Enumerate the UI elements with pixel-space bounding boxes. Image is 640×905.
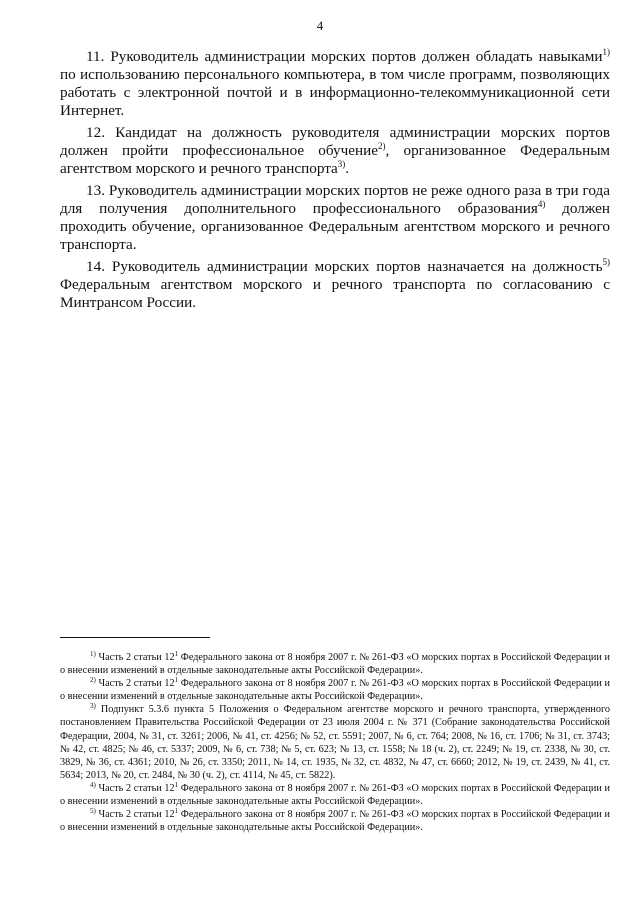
- page-number: 4: [316, 18, 324, 33]
- footnote-ref: 5): [602, 257, 610, 267]
- paragraph-13: 13. Руководитель администрации морских портов не реже одного раза в три года для получения дополнительного профессионального образования$^{4)}$ должен проходить обучение, организованное Федеральным агентством морского и речного транспорта.: [60, 182, 610, 253]
- footnotes: [60, 651, 610, 834]
- paragraph-12: 12. Кандидат на должность руководителя администрации морских портов должен пройти профессиональное обучение$^{2)}$, организованное Федеральным агентством морского и речного транспорта$^{3)}$.: [60, 124, 611, 177]
- paragraph-11: 11. Руководитель администрации морских портов должен обладать навыками$^{1)}$ по использованию персонального компьютера, в том числе программ, позволяющих работать с электронной почтой и в информационно-телекоммуникационной сети Интернет.: [60, 47, 610, 119]
- footnote-5: $^{5)}$ Часть 2 статьи $12^1$ Федерального закона от 8 ноября 2007 г. № 261-ФЗ «О морских портах в Российской Федерации и о внесении изменений в отдельные законодательные акты Российской Федерации».: [60, 807, 610, 834]
- footnote-ref: 1): [602, 47, 610, 57]
- footnote-separator: [60, 637, 210, 638]
- paragraph-14: 14. Руководитель администрации морских портов назначается на должность$^{5)}$ Федеральным агентством морского и речного транспорта по согласованию с Минтрансом России.: [60, 257, 610, 311]
- footnote-ref: 3): [337, 159, 346, 169]
- main-text: [60, 48, 610, 316]
- footnote-ref: 2): [378, 141, 386, 151]
- footnote-ref: 4): [537, 199, 546, 209]
- footnote-1: $^{1)}$ Часть 2 статьи $12^1$ Федерального закона от 8 ноября 2007 г. № 261-ФЗ «О морских портах в Российской Федерации и о внесении изменений в отдельные законодательные акты Российской Федерации».: [60, 650, 610, 677]
- footnote-3: $^{3)}$ Подпункт 5.3.6 пункта 5 Положения о Федеральном агентстве морского и речного транспорта, утвержденного постановлением Правительства Российской Федерации от 23 июля 2004 г. № 371 (Собрание законодательства Российской Федерации, 2004, № 31, ст. 3261; 2006, № 41, ст. 4256; № 52, ст. 5591; 2007, № 6, ст. 764; 2008, № 16, ст. 1706; № 31, ст. 3743; № 42, ст. 4825; № 46, ст. 5337; 2009, № 6, ст. 738; № 5, ст. 623; № 13, ст. 1558; № 18 (ч. 2), ст. 2249; № 19, ст. 2338, № 30, ст. 3829, № 36, ст. 4361; 2010, № 26, ст. 3350; 2011, № 14, ст. 1935, № 32, ст. 4832, № 47, ст. 6660; 2012, № 19, ст. 2439, № 41, ст. 5634; 2013, № 20, ст. 2484, № 30 (ч. 2), ст. 4114, № 45, ст. 5822).: [60, 702, 610, 781]
- footnote-4: $^{4)}$ Часть 2 статьи $12^1$ Федерального закона от 8 ноября 2007 г. № 261-ФЗ «О морских портах в Российской Федерации и о внесении изменений в отдельные законодательные акты Российской Федерации».: [60, 780, 610, 808]
- footnote-2: $^{2)}$ Часть 2 статьи $12^1$ Федерального закона от 8 ноября 2007 г. № 261-ФЗ «О морских портах в Российской Федерации и о внесении изменений в отдельные законодательные акты Российской Федерации».: [60, 676, 610, 703]
